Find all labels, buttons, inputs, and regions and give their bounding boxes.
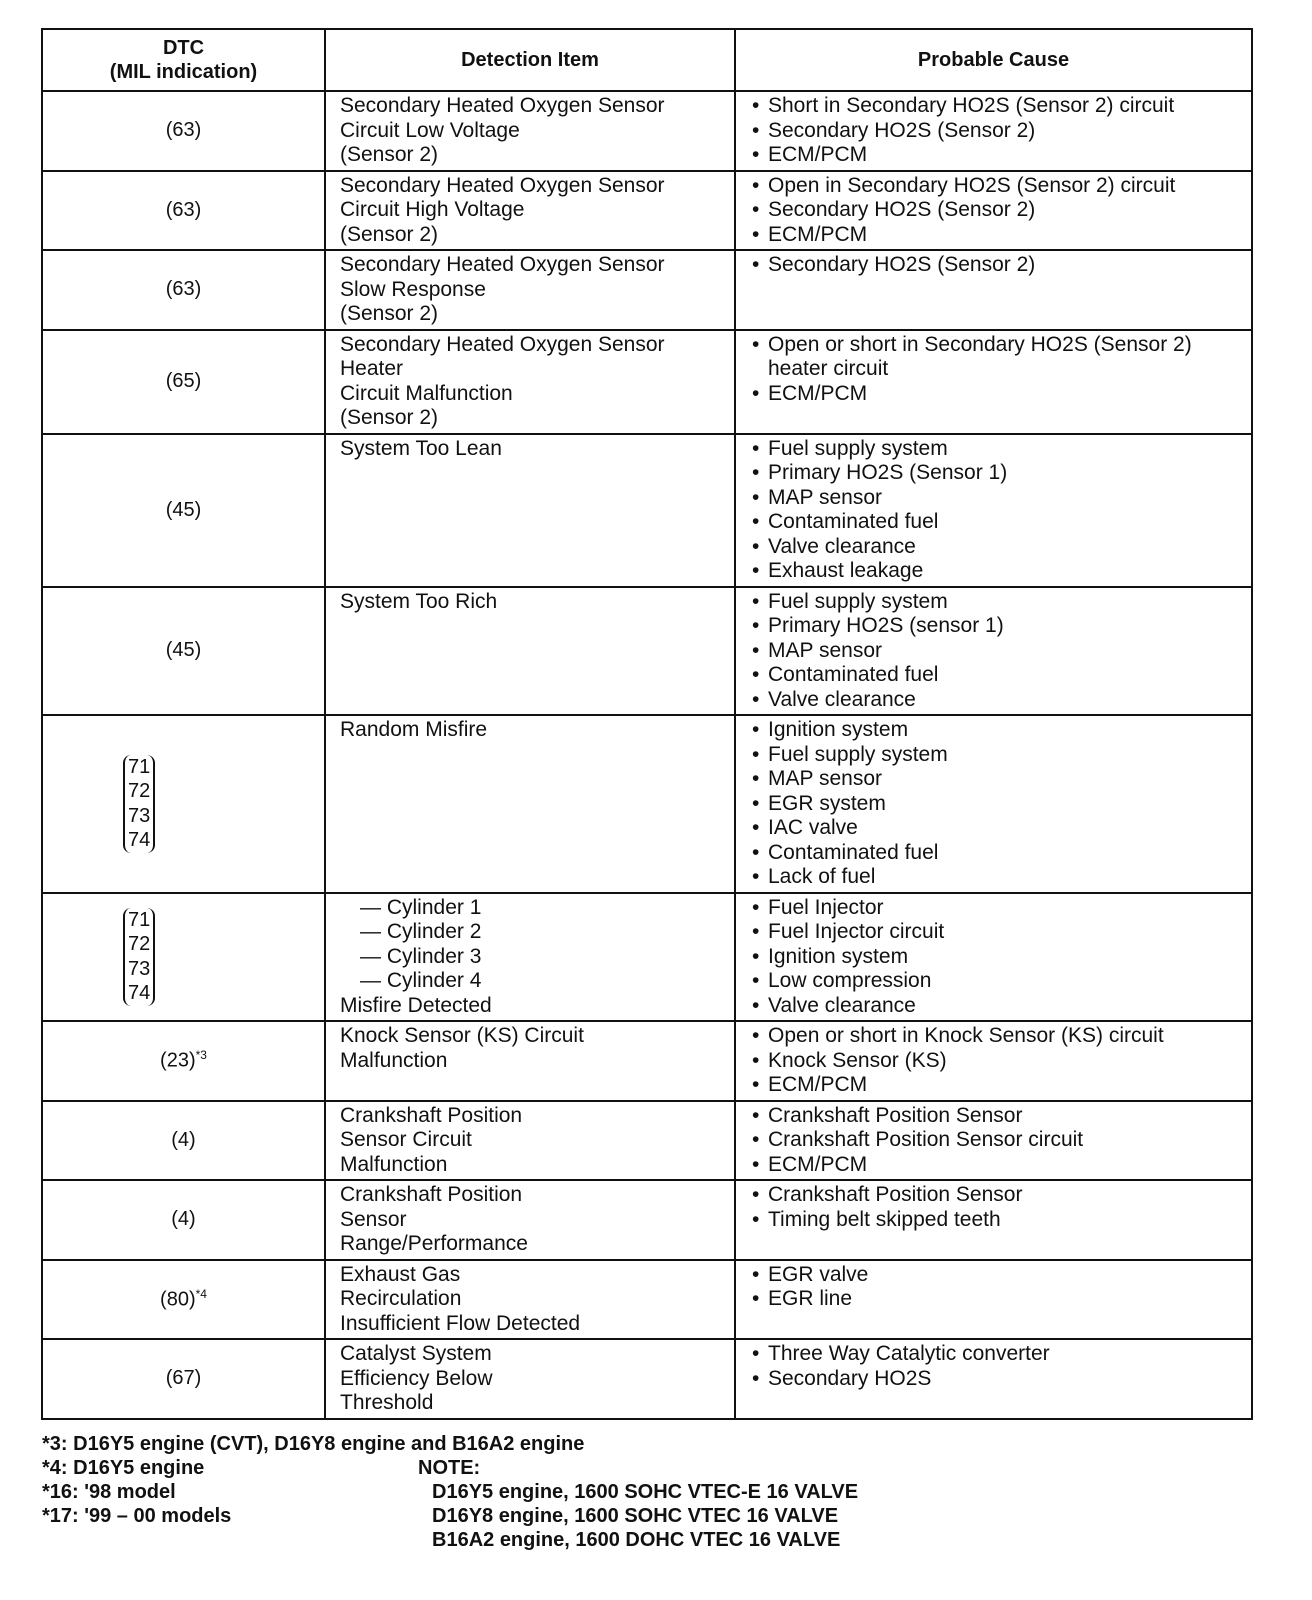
detection-cell bbox=[325, 715, 735, 893]
cause-cell bbox=[735, 330, 1252, 434]
cause-item: • Fuel supply system bbox=[750, 743, 1245, 768]
cause-item: • IAC valve bbox=[750, 816, 1245, 841]
dtc-cell bbox=[42, 1101, 325, 1181]
dtc-cell bbox=[42, 893, 325, 1022]
cause-list bbox=[736, 1022, 1251, 1100]
detection-line: Crankshaft Position bbox=[340, 1183, 523, 1206]
detection-cell bbox=[325, 250, 735, 330]
detection-cell bbox=[325, 1021, 735, 1101]
cause-cell bbox=[735, 1260, 1252, 1340]
dtc-code: 72 bbox=[128, 780, 151, 803]
detection-item bbox=[326, 251, 734, 329]
cause-list bbox=[736, 716, 1251, 892]
dtc-code: (45) bbox=[165, 639, 202, 662]
note-line: D16Y5 engine, 1600 SOHC VTEC-E 16 VALVE bbox=[432, 1481, 859, 1503]
table-row bbox=[42, 1180, 1252, 1260]
detection-line: Range/Performance bbox=[340, 1232, 528, 1255]
table-row bbox=[42, 893, 1252, 1022]
detection-line: System Too Lean bbox=[340, 436, 502, 460]
dtc-cell bbox=[42, 1021, 325, 1101]
footnote: *17: '99 – 00 models bbox=[42, 1505, 232, 1527]
detection-line: Knock Sensor (KS) Circuit bbox=[340, 1024, 584, 1047]
dtc-code: 71 bbox=[128, 908, 151, 931]
cause-item: • Valve clearance bbox=[750, 535, 1245, 560]
cause-item: • Fuel Injector circuit bbox=[750, 920, 1245, 945]
cause-cell bbox=[735, 1101, 1252, 1181]
cause-list bbox=[736, 172, 1251, 250]
dtc-code: 73 bbox=[128, 804, 151, 827]
cause-item: • Fuel supply system bbox=[750, 437, 1245, 462]
detection-line: Heater bbox=[340, 357, 404, 380]
detection-cell bbox=[325, 1101, 735, 1181]
detection-item bbox=[326, 435, 734, 464]
detection-line: Sensor Circuit bbox=[340, 1128, 472, 1151]
dtc-table bbox=[41, 28, 1253, 1420]
detection-item bbox=[326, 1102, 734, 1180]
cause-item: • Crankshaft Position Sensor bbox=[750, 1104, 1245, 1129]
detection-item bbox=[326, 1340, 734, 1418]
cause-list bbox=[736, 92, 1251, 170]
dtc-cell bbox=[42, 330, 325, 434]
detection-line: Circuit High Voltage bbox=[340, 198, 525, 221]
dtc-code: 74 bbox=[128, 982, 151, 1005]
table-row bbox=[42, 434, 1252, 587]
header-dtc-line1: DTC bbox=[162, 37, 205, 59]
dtc-code: (80) bbox=[160, 1288, 196, 1311]
cause-item: • Contaminated fuel bbox=[750, 510, 1245, 535]
cause-item: • Open or short in Secondary HO2S (Sensor 2) heater circuit bbox=[750, 333, 1245, 382]
dtc-code: 74 bbox=[128, 829, 151, 852]
detection-line: (Sensor 2) bbox=[340, 222, 439, 246]
detection-item bbox=[326, 1261, 734, 1339]
dtc-cell bbox=[42, 715, 325, 893]
header-detection: Detection Item bbox=[325, 29, 735, 91]
detection-line: Efficiency Below bbox=[340, 1366, 493, 1390]
footnote: *16: '98 model bbox=[42, 1481, 176, 1503]
detection-line: Threshold bbox=[340, 1391, 434, 1414]
cause-item: • Low compression bbox=[750, 969, 1245, 994]
cause-list bbox=[736, 588, 1251, 715]
dtc-cell bbox=[42, 1180, 325, 1260]
detection-item bbox=[326, 588, 734, 617]
detection-cell bbox=[325, 1180, 735, 1260]
dtc-code: 71 bbox=[128, 755, 151, 778]
dtc-code: (23) bbox=[160, 1050, 196, 1073]
table-body bbox=[42, 91, 1252, 1419]
detection-line: Secondary Heated Oxygen Sensor bbox=[340, 94, 665, 117]
detection-line: Secondary Heated Oxygen Sensor bbox=[340, 332, 665, 356]
cause-item: • ECM/PCM bbox=[750, 382, 1245, 407]
cause-item: • MAP sensor bbox=[750, 486, 1245, 511]
cause-item: • Knock Sensor (KS) bbox=[750, 1049, 1245, 1074]
cause-cell bbox=[735, 250, 1252, 330]
footnote: *3: D16Y5 engine (CVT), D16Y8 engine and B16A2 engine bbox=[42, 1433, 585, 1455]
table-row bbox=[42, 587, 1252, 716]
detection-line: (Sensor 2) bbox=[340, 406, 439, 429]
cause-item: • Fuel supply system bbox=[750, 590, 1245, 615]
cause-cell bbox=[735, 1021, 1252, 1101]
cause-item: • Three Way Catalytic converter bbox=[750, 1342, 1245, 1367]
table-row bbox=[42, 1021, 1252, 1101]
dtc-code: (63) bbox=[165, 198, 202, 221]
dtc-footnote-ref: *4 bbox=[195, 1286, 207, 1301]
detection-item bbox=[326, 894, 734, 1021]
dtc-code-group bbox=[123, 755, 155, 853]
detection-item bbox=[326, 1181, 734, 1259]
note-line: B16A2 engine, 1600 DOHC VTEC 16 VALVE bbox=[432, 1529, 841, 1551]
detection-cell bbox=[325, 1339, 735, 1419]
cause-item: • Fuel Injector bbox=[750, 896, 1245, 921]
cause-item: • Ignition system bbox=[750, 718, 1245, 743]
detection-item bbox=[326, 1022, 734, 1075]
detection-line: — Cylinder 1 bbox=[360, 895, 482, 919]
detection-line: Random Misfire bbox=[340, 718, 488, 741]
dtc-code: 73 bbox=[128, 957, 151, 980]
cause-item: • Secondary HO2S (Sensor 2) bbox=[750, 119, 1245, 144]
dtc-code: (4) bbox=[171, 1128, 196, 1151]
cause-item: • Secondary HO2S bbox=[750, 1367, 1245, 1392]
detection-line: Malfunction bbox=[340, 1048, 448, 1072]
detection-line: Circuit Malfunction bbox=[340, 381, 513, 405]
cause-list bbox=[736, 331, 1251, 409]
cause-cell bbox=[735, 587, 1252, 716]
cause-item: • Lack of fuel bbox=[750, 865, 1245, 890]
detection-line: Misfire Detected bbox=[340, 993, 492, 1017]
dtc-code: (67) bbox=[165, 1367, 202, 1390]
detection-line: Exhaust Gas bbox=[340, 1262, 461, 1286]
dtc-cell bbox=[42, 434, 325, 587]
cause-item: • Short in Secondary HO2S (Sensor 2) circuit bbox=[750, 94, 1245, 119]
table-row bbox=[42, 715, 1252, 893]
table-row bbox=[42, 91, 1252, 171]
detection-line: Circuit Low Voltage bbox=[340, 118, 520, 142]
detection-line: Sensor bbox=[340, 1207, 407, 1231]
cause-cell bbox=[735, 434, 1252, 587]
dtc-code-group bbox=[123, 908, 155, 1006]
detection-cell bbox=[325, 434, 735, 587]
cause-item: • EGR system bbox=[750, 792, 1245, 817]
detection-item bbox=[326, 172, 734, 250]
cause-item: • EGR line bbox=[750, 1287, 1245, 1312]
cause-cell bbox=[735, 91, 1252, 171]
dtc-cell bbox=[42, 587, 325, 716]
cause-item: • Crankshaft Position Sensor circuit bbox=[750, 1128, 1245, 1153]
note-label: NOTE: bbox=[418, 1457, 481, 1479]
cause-item: • ECM/PCM bbox=[750, 1073, 1245, 1098]
dtc-cell bbox=[42, 1339, 325, 1419]
cause-item: • Crankshaft Position Sensor bbox=[750, 1183, 1245, 1208]
detection-line: — Cylinder 3 bbox=[360, 944, 482, 968]
cause-item: • Exhaust leakage bbox=[750, 559, 1245, 584]
dtc-cell bbox=[42, 91, 325, 171]
footnote: *4: D16Y5 engine bbox=[42, 1457, 205, 1479]
detection-line: Secondary Heated Oxygen Sensor bbox=[340, 173, 665, 197]
dtc-footnote-ref: *3 bbox=[195, 1048, 207, 1063]
dtc-code: (63) bbox=[165, 119, 202, 142]
cause-item: • Open or short in Knock Sensor (KS) circuit bbox=[750, 1024, 1245, 1049]
note-lines bbox=[418, 1480, 858, 1552]
cause-list bbox=[736, 894, 1251, 1021]
detection-cell bbox=[325, 1260, 735, 1340]
cause-list bbox=[736, 251, 1251, 280]
cause-item: • Open in Secondary HO2S (Sensor 2) circuit bbox=[750, 174, 1245, 199]
dtc-cell bbox=[42, 1260, 325, 1340]
detection-cell bbox=[325, 587, 735, 716]
cause-item: • ECM/PCM bbox=[750, 223, 1245, 248]
cause-item: • ECM/PCM bbox=[750, 143, 1245, 168]
dtc-code: 72 bbox=[128, 933, 151, 956]
table-header-row bbox=[42, 29, 1252, 91]
cause-cell bbox=[735, 893, 1252, 1022]
cause-cell bbox=[735, 715, 1252, 893]
cause-item: • EGR valve bbox=[750, 1263, 1245, 1288]
header-cause: Probable Cause bbox=[735, 29, 1252, 91]
cause-item: • MAP sensor bbox=[750, 767, 1245, 792]
cause-item: • ECM/PCM bbox=[750, 1153, 1245, 1178]
cause-item: • Primary HO2S (sensor 1) bbox=[750, 614, 1245, 639]
header-dtc bbox=[42, 29, 325, 91]
table-row bbox=[42, 171, 1252, 251]
dtc-code: (4) bbox=[171, 1208, 196, 1231]
cause-item: • Timing belt skipped teeth bbox=[750, 1208, 1245, 1233]
header-dtc-line2: (MIL indication) bbox=[109, 61, 258, 83]
detection-line: Crankshaft Position bbox=[340, 1103, 523, 1127]
engine-note bbox=[418, 1456, 858, 1552]
detection-line: Secondary Heated Oxygen Sensor bbox=[340, 253, 665, 276]
dtc-code: (65) bbox=[165, 370, 202, 392]
cause-list bbox=[736, 1340, 1251, 1393]
detection-cell bbox=[325, 893, 735, 1022]
detection-line: (Sensor 2) bbox=[340, 302, 439, 325]
dtc-cell bbox=[42, 250, 325, 330]
cause-item: • Contaminated fuel bbox=[750, 663, 1245, 688]
cause-item: • Ignition system bbox=[750, 945, 1245, 970]
dtc-code: (45) bbox=[165, 498, 202, 521]
cause-item: • Secondary HO2S (Sensor 2) bbox=[750, 253, 1245, 278]
detection-line: — Cylinder 2 bbox=[360, 920, 482, 943]
detection-line: Insufficient Flow Detected bbox=[340, 1311, 581, 1335]
detection-line: — Cylinder 4 bbox=[360, 969, 482, 992]
dtc-cell bbox=[42, 171, 325, 251]
cause-cell bbox=[735, 1180, 1252, 1260]
dtc-code: (63) bbox=[165, 278, 202, 301]
cause-item: • Primary HO2S (Sensor 1) bbox=[750, 461, 1245, 486]
cause-list bbox=[736, 1261, 1251, 1314]
table-row bbox=[42, 330, 1252, 434]
cause-item: • Contaminated fuel bbox=[750, 841, 1245, 866]
cause-item: • MAP sensor bbox=[750, 639, 1245, 664]
cause-cell bbox=[735, 171, 1252, 251]
detection-item bbox=[326, 331, 734, 433]
cause-list bbox=[736, 1102, 1251, 1180]
table-row bbox=[42, 1101, 1252, 1181]
table-row bbox=[42, 250, 1252, 330]
note-line: D16Y8 engine, 1600 SOHC VTEC 16 VALVE bbox=[432, 1505, 839, 1527]
cause-item: • Valve clearance bbox=[750, 688, 1245, 713]
detection-line: Recirculation bbox=[340, 1287, 462, 1310]
detection-item bbox=[326, 92, 734, 170]
detection-item bbox=[326, 716, 734, 745]
cause-item: • Valve clearance bbox=[750, 994, 1245, 1019]
table-row bbox=[42, 1260, 1252, 1340]
detection-line: System Too Rich bbox=[340, 589, 498, 613]
detection-cell bbox=[325, 330, 735, 434]
table-row bbox=[42, 1339, 1252, 1419]
detection-cell bbox=[325, 171, 735, 251]
detection-line: Slow Response bbox=[340, 277, 486, 301]
cause-list bbox=[736, 1181, 1251, 1234]
cause-item: • Secondary HO2S (Sensor 2) bbox=[750, 198, 1245, 223]
detection-line: Malfunction bbox=[340, 1152, 448, 1176]
cause-list bbox=[736, 435, 1251, 586]
detection-line: (Sensor 2) bbox=[340, 143, 439, 166]
detection-line: Catalyst System bbox=[340, 1342, 492, 1365]
cause-cell bbox=[735, 1339, 1252, 1419]
detection-cell bbox=[325, 91, 735, 171]
